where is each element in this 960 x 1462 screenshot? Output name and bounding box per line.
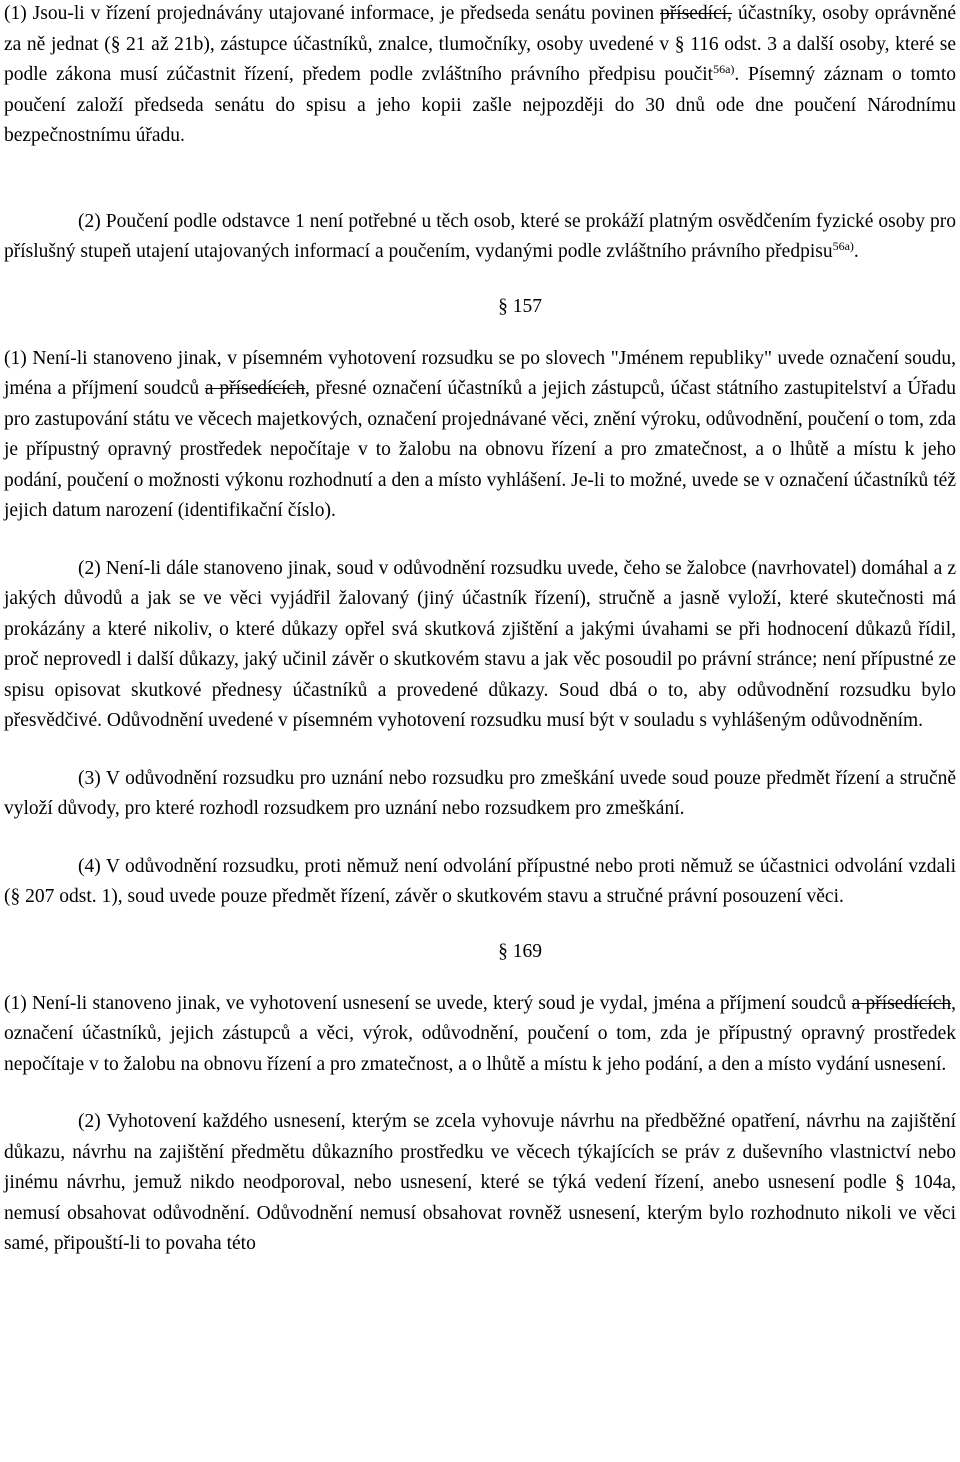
paragraph-157-2: (2) Není-li dále stanoveno jinak, soud v odůvodnění rozsudku uvede, čeho se žalobce (navrhovatel) domáhal a z jakých důvodů a jak se ve věci vyjádřil žalovaný (jiný účastník řízení), stručně a jasně vyloží, které skutečnosti má prokázány a které nikoliv, o které důkazy opřel svá skutková zjištění a jakými úvahami se při hodnocení důkazů řídil, proč neprovedl i další důkazy, jaký učinil závěr o skutkovém stavu a jak věc posoudil po právní stránce; není přípustné ze spisu opisovat skutkové přednesy účastníků a provedené důkazy. Soud dbá o to, aby odůvodnění rozsudku bylo přesvědčivé. Odůvodnění uvedené v písemném vyhotovení rozsudku musí být v souladu s vyhlášeným odůvodněním. — [4, 557, 956, 731]
text-run: (1) Jsou-li v řízení projednávány utajované informace, je předseda senátu povinen — [4, 3, 661, 24]
struck-text: a přísedících — [204, 378, 305, 399]
text-run: , označení účastníků, jejich zástupců a věci, výrok, odůvodnění, poučení o tom, zda je přípustný opravný prostředek nepočítaje v to žalobu na obnovu řízení a pro zmatečnost, a o lhůtě a místu k jeho podání, a den a místo vydání usnesení. — [4, 992, 956, 1075]
struck-text: přísedící, — [660, 3, 733, 24]
paragraph-169-2: (2) Vyhotovení každého usnesení, kterým se zcela vyhovuje návrhu na předběžné opatření, návrhu na zajištění důkazu, návrhu na zajištění předmětu důkazního prostředku ve věcech týkajících se práv z duševního vlastnictví nebo jinému návrhu, jemuž nikdo neodporoval, nebo usnesení, které se týká vedení řízení, anebo usnesení podle § 104a, nemusí obsahovat odůvodnění. Odůvodnění nemusí obsahovat rovněž usnesení, kterým bylo rozhodnuto nikoli ve věci samé, připouští-li to povaha této — [4, 1111, 956, 1254]
text-run: účastníky, osoby oprávněné za ně jednat (§ 21 až 21b), zástupce účastníků, znalce, tlumočníky, osoby uvedené v § 116 odst. 3 a další osoby, které se podle zákona musí zúčastnit řízení, předem podle zvláštního právního předpisu poučit — [4, 3, 957, 85]
text-run: (1) Není-li stanoveno jinak, ve vyhotovení usnesení se uvede, který soud je vydal, jména a příjmení soudců — [4, 992, 852, 1014]
paragraph-157-1 — [4, 344, 956, 527]
footnote-ref: 56a) — [832, 239, 854, 253]
text-run: . — [853, 241, 859, 262]
struck-text: a přísedících — [851, 992, 952, 1014]
text-run: (2) Poučení podle odstavce 1 není potřebné u těch osob, které se prokáží platným osvědčením fyzické osoby pro příslušný stupeň utajení utajovaných informací a poučením, vydanými podle zvláštního právního předpisu — [4, 210, 956, 262]
paragraph-157-3: (3) V odůvodnění rozsudku pro uznání nebo rozsudku pro zmeškání uvede soud pouze předmět řízení a stručně vyloží důvody, pro které rozhodl rozsudkem pro uznání nebo rozsudkem pro zmeškání. — [4, 767, 956, 819]
text-run: (1) Není-li stanoveno jinak, v písemném vyhotovení rozsudku se po slovech "Jménem republiky" uvede označení soudu, jména a příjmení soudců — [4, 347, 956, 399]
section-heading-157: § 157 — [498, 295, 542, 317]
footnote-ref: 56a) — [713, 62, 735, 76]
text-run: . Písemný záznam o tomto poučení založí předseda senátu do spisu a jeho kopii zašle nejpozději do 30 dnů ode dne poučení Národnímu bezpečnostnímu úřadu. — [4, 64, 956, 146]
paragraph-169-1 — [4, 989, 956, 1081]
paragraph-157-4: (4) V odůvodnění rozsudku, proti němuž není odvolání přípustné nebo proti němuž se účastnici odvolání vzdali (§ 207 odst. 1), soud uvede pouze předmět řízení, závěr o skutkovém stavu a stručné právní posouzení věci. — [4, 855, 956, 907]
paragraph-156-1 — [4, 0, 956, 152]
paragraph-156-2 — [4, 207, 956, 268]
section-heading-169: § 169 — [498, 940, 542, 962]
text-run: , přesné označení účastníků a jejich zástupců, účast státního zastupitelství a Úřadu pro zastupování státu ve věcech majetkových, označení projednávané věci, znění výroku, odůvodnění, poučení o tom, zda je přípustný opravný prostředek nepočítaje v to žalobu na obnovu řízení a pro zmatečnost, a o lhůtě a místu k jeho podání, poučení o možnosti výkonu rozhodnutí a den a místo vyhlášení. Je-li to možné, uvede se v označení účastníků též jejich datum narození (identifikační číslo). — [4, 378, 956, 521]
